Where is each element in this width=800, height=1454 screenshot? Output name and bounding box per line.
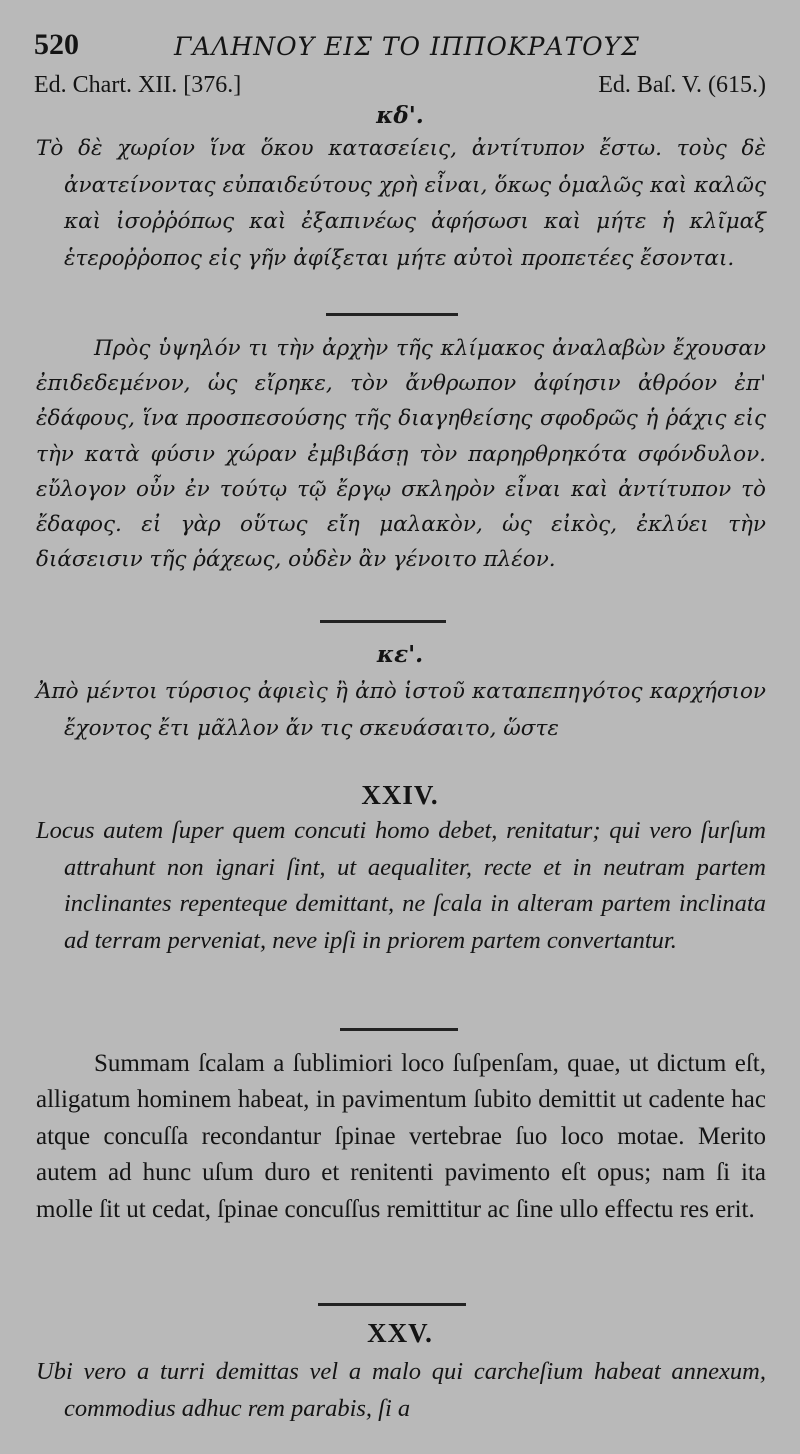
divider-rule [320,620,446,623]
page-number: 520 [34,28,79,61]
divider-rule [340,1028,458,1031]
latin-aphorism-24: Locus autem ſuper quem concuti homo debet, renitatur; qui vero ſurſum attrahunt non ignari ſint, ut aequaliter, recte et in neutram partem inclinantes repenteque demittant, ne ſcala in alteram partem inclinata ad terram perveniat, neve ipſi in priorem partem convertantur. [36,817,766,954]
greek-aphorism-25: Ἀπὸ μέντοι τύρσιος ἀφιεὶς ἢ ἀπὸ ἱστοῦ καταπεπηγότος καρχήσιον ἔχοντος ἔτι μᾶλλον ἄν τις σκευάσαιτο, ὥστε [36,679,766,741]
running-title: ΓΑΛΗΝΟΥ ΕΙΣ ΤΟ ΙΠΠΟΚΡΑΤΟΥΣ [174,32,640,61]
latin-commentary-24: Summam ſcalam a ſublimiori loco ſuſpenſam, quae, ut dictum eſt, alligatum hominem habeat, in pavimentum ſubito demittit ut cadente hac atque concuſſa recondantur ſpinae vertebrae ſuo loco motae. Merito autem ad hunc uſum duro et renitenti pavimento eſt opus; nam ſi ita molle ſit ut cedat, ſpinae concuſſus remittitur ac ſine ullo effectu res erit. [36,1050,766,1223]
divider-rule [326,313,458,316]
latin-section-24-number: XXIV. [361,780,439,810]
greek-aphorism-24: Τὸ δὲ χωρίον ἵνα ὅκου κατασείεις, ἀντίτυπον ἔστω. τοὺς δὲ ἀνατείνοντας εὐπαιδεύτους χρὴ εἶναι, ὅκως ὁμαλῶς καὶ καλῶς καὶ ἰσοῤῥόπως καὶ ἐξαπινέως ἀφήσωσι καὶ μήτε ἡ κλῖμαξ ἑτεροῤῥοπος εἰς γῆν ἀφίξεται μήτε αὐτοὶ προπετέες ἔσονται. [36,136,766,272]
greek-commentary-24: Πρὸς ὑψηλόν τι τὴν ἀρχὴν τῆς κλίμακος ἀναλαβὼν ἔχουσαν ἐπιδεδεμένον, ὡς εἴρηκε, τὸν ἄνθρωπον ἀφίησιν ἀθρόον ἐπ' ἐδάφους, ἵνα προσπεσούσης τῆς διαγηθείσης σφοδρῶς ἡ ῥάχις εἰς τὴν κατὰ φύσιν χώραν ἐμβιβάσῃ τὸν παρηρθρηκότα σφόνδυλον. εὔλογον οὖν ἐν τούτῳ τῷ ἔργῳ σκληρὸν εἶναι καὶ ἀντίτυπον τὸ ἔδαφος. εἰ γὰρ οὕτως εἴη μαλακὸν, ὡς εἰκὸς, ἐκλύει τὴν διάσεισιν τῆς ῥάχεως, οὐδὲν ἂν γένοιτο πλέον. [36,336,766,573]
edition-basel: Ed. Baſ. V. (615.) [598,72,766,98]
edition-chartier: Ed. Chart. XII. [376.] [34,72,242,98]
latin-section-25-number: XXV. [367,1318,433,1348]
page-header [34,28,766,64]
divider-rule [318,1303,466,1306]
greek-section-24-number: κδ'. [376,102,424,129]
greek-section-25-number: κε'. [376,641,424,668]
latin-aphorism-25: Ubi vero a turri demittas vel a malo qui carcheſium habeat annexum, commodius adhuc rem parabis, ſi a [36,1358,766,1422]
edition-line [34,72,766,104]
